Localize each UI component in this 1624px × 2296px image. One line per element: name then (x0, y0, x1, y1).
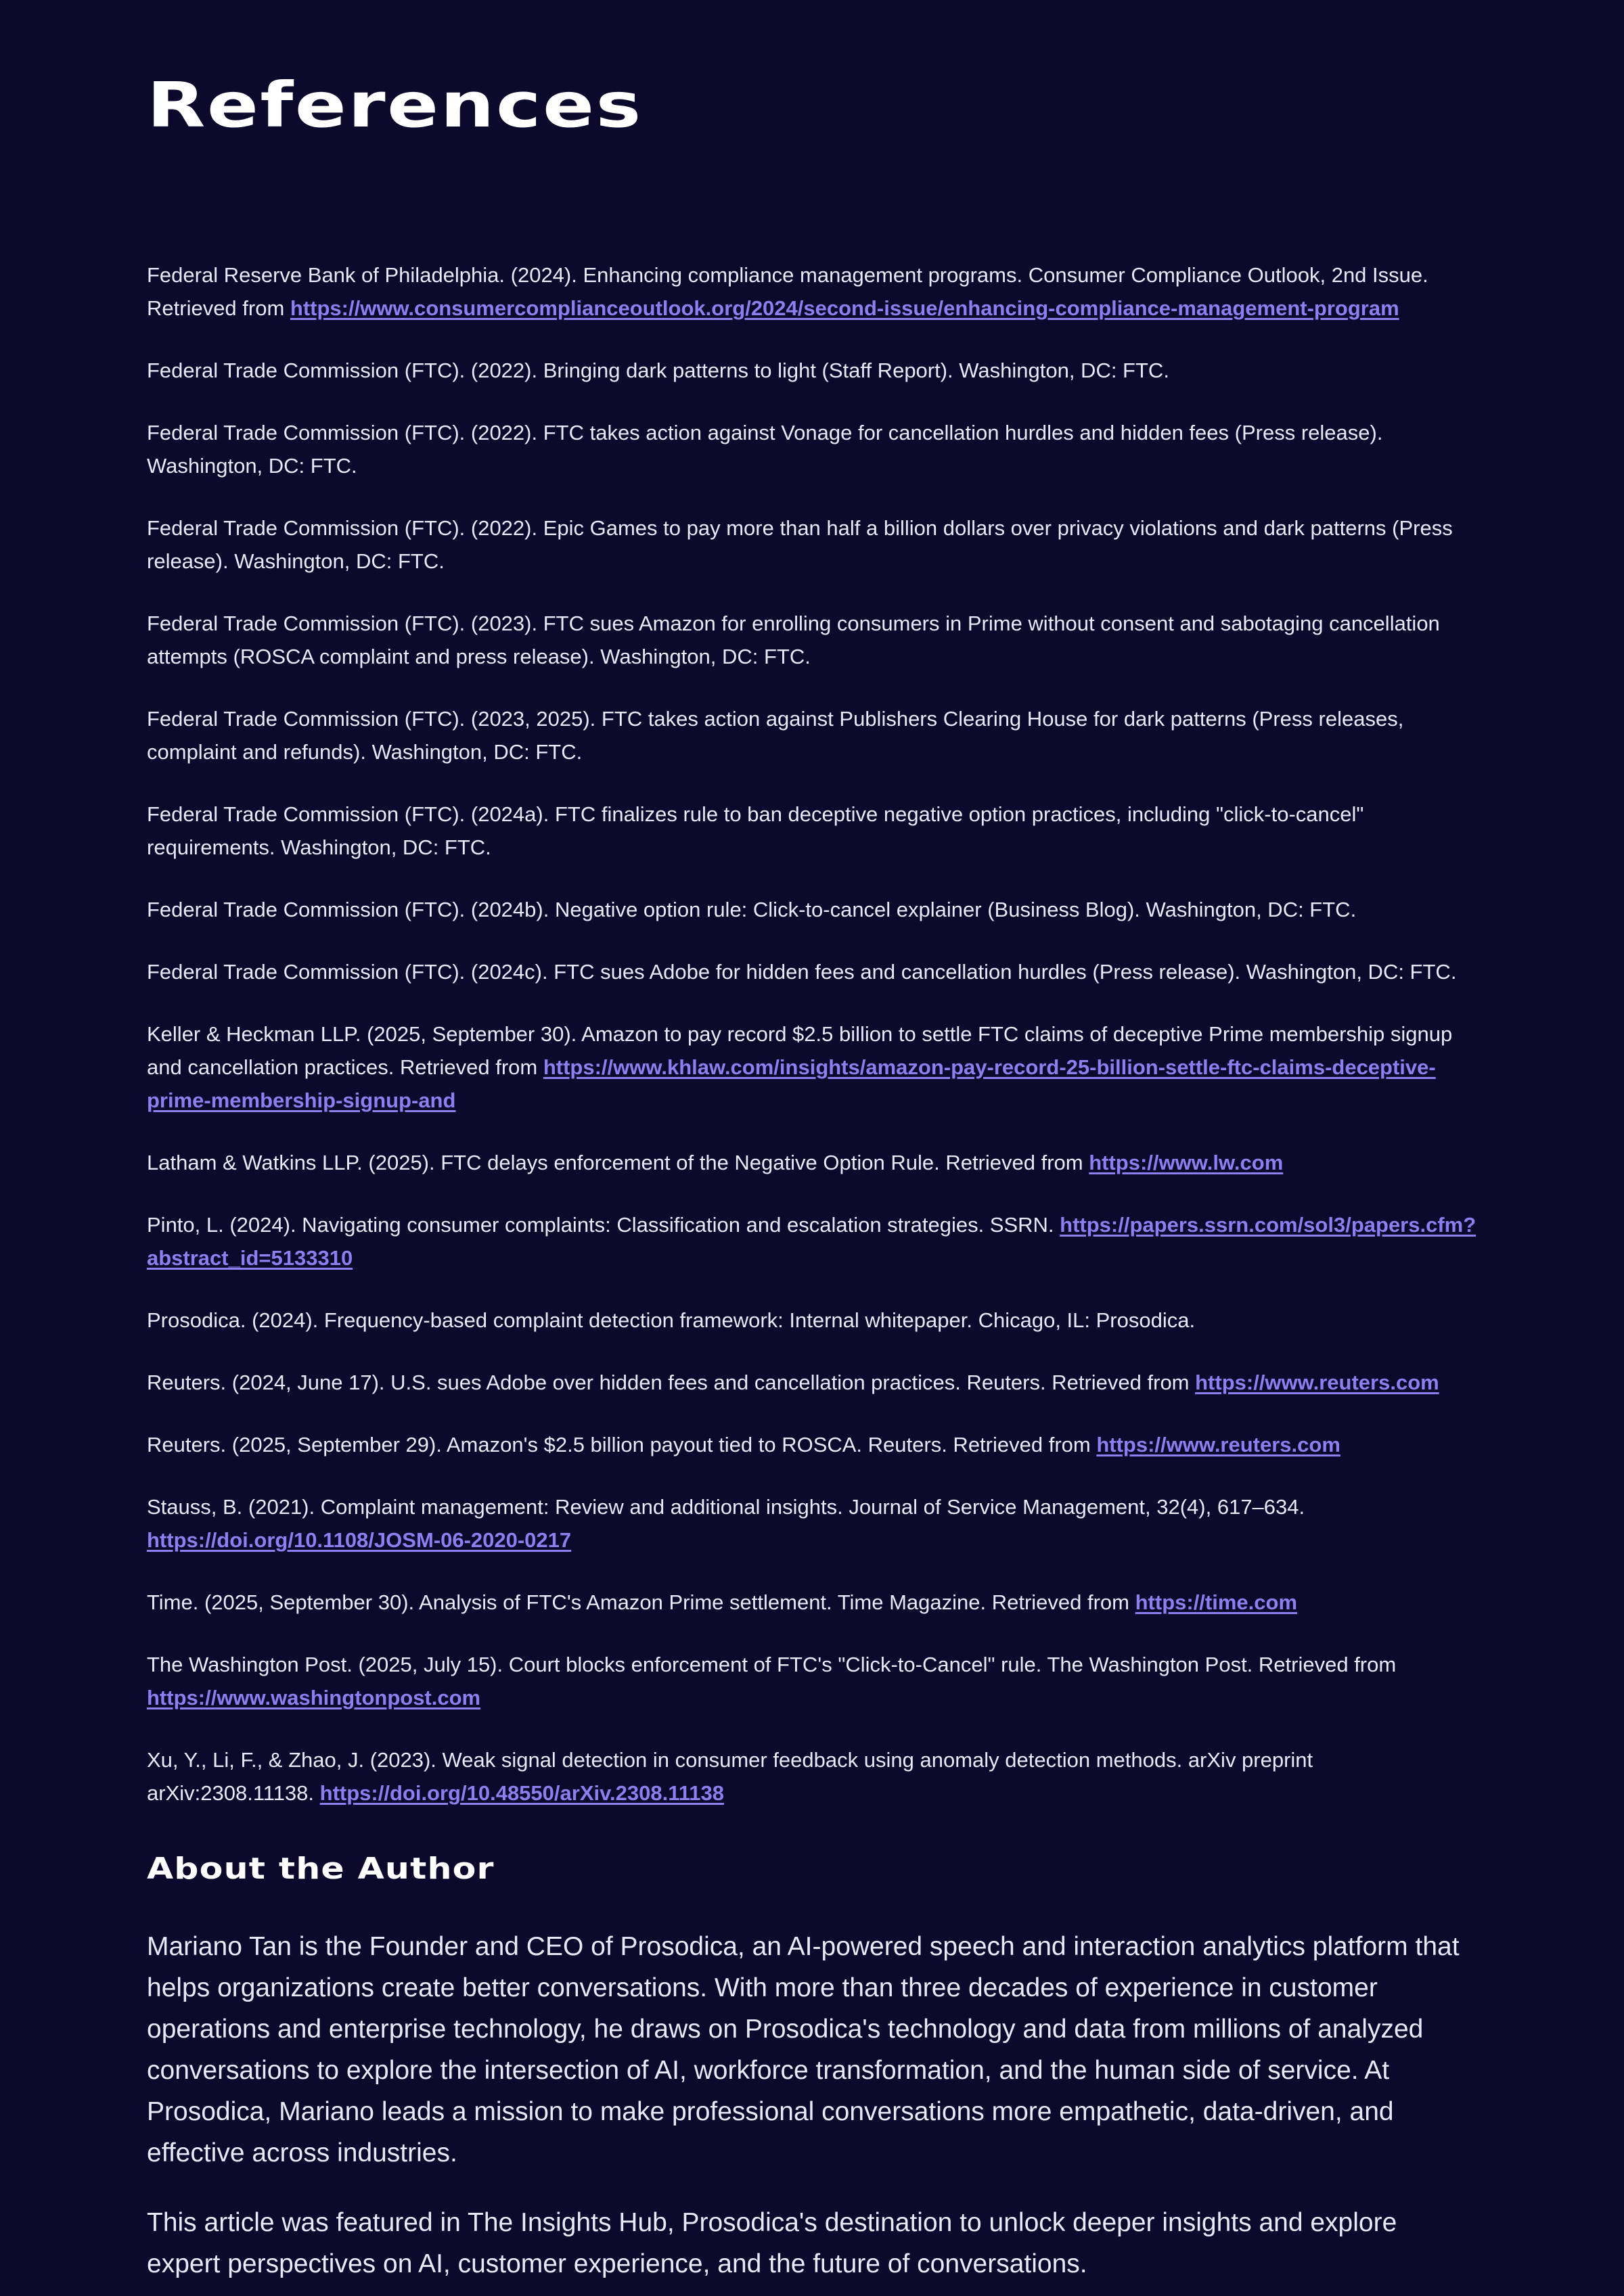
reference-item (147, 258, 1477, 325)
reference-text: Federal Trade Commission (FTC). (2023, 2025). FTC takes action against Publishers Clearing House for dark patterns (Press releases, complaint and refunds). Washington, DC: FTC. (147, 707, 1404, 764)
about-featured-paragraph: This article was featured in The Insights Hub, Prosodica's destination to unlock deeper insights and explore expert perspectives on AI, customer experience, and the future of conversations. (147, 2208, 1397, 2278)
reference-item (147, 1208, 1477, 1275)
reference-text: Keller & Heckman LLP. (2025, September 30). Amazon to pay record $2.5 billion to settle FTC claims of deceptive Prime membership signup and cancellation practices. Retrieved from (147, 1022, 1453, 1079)
reference-link[interactable]: https://doi.org/10.1108/JOSM-06-2020-0217 (147, 1528, 572, 1552)
reference-text: Time. (2025, September 30). Analysis of FTC's Amazon Prime settlement. Time Magazine. Retrieved from (147, 1590, 1135, 1614)
reference-link[interactable]: https://www.washingtonpost.com (147, 1686, 481, 1709)
reference-link[interactable]: https://www.lw.com (1089, 1151, 1284, 1174)
reference-item (147, 511, 1477, 578)
reference-text: Reuters. (2025, September 29). Amazon's $2.5 billion payout tied to ROSCA. Reuters. Retrieved from (147, 1433, 1097, 1456)
reference-item (147, 416, 1477, 482)
reference-item (147, 1490, 1477, 1557)
reference-item (147, 607, 1477, 673)
reference-item (147, 1017, 1477, 1117)
reference-link[interactable]: https://www.khlaw.com/insights/amazon-pay-record-25-billion-settle-ftc-claims-deceptive-prime-membership-signup-and (147, 1055, 1436, 1112)
reference-link[interactable]: https://papers.ssrn.com/sol3/papers.cfm?abstract_id=5133310 (147, 1213, 1476, 1270)
reference-link[interactable]: https://www.consumercomplianceoutlook.org/2024/second-issue/enhancing-compliance-management-program (290, 296, 1399, 320)
reference-item (147, 1743, 1477, 1810)
about-heading: About the Author (147, 1852, 495, 1886)
reference-link[interactable]: https://www.reuters.com (1195, 1371, 1439, 1394)
reference-text: Stauss, B. (2021). Complaint management: Review and additional insights. Journal of Service Management, 32(4), 617–634. (147, 1495, 1305, 1519)
reference-item (147, 1366, 1477, 1399)
reference-item (147, 354, 1477, 387)
reference-text: Federal Reserve Bank of Philadelphia. (2024). Enhancing compliance management programs. Consumer Compliance Outlook, 2nd Issue. Retrieved from (147, 263, 1428, 320)
reference-text: Federal Trade Commission (FTC). (2024c). FTC sues Adobe for hidden fees and cancellation hurdles (Press release). Washington, DC: FTC. (147, 960, 1457, 984)
reference-text: The Washington Post. (2025, July 15). Court blocks enforcement of FTC's "Click-to-Cancel" rule. The Washington Post. Retrieved from (147, 1653, 1397, 1676)
reference-text: Federal Trade Commission (FTC). (2022). FTC takes action against Vonage for cancellation hurdles and hidden fees (Press release). Washington, DC: FTC. (147, 421, 1383, 478)
reference-item (147, 1304, 1477, 1337)
reference-item (147, 955, 1477, 988)
page-title: References (147, 69, 643, 141)
reference-text: Federal Trade Commission (FTC). (2023). FTC sues Amazon for enrolling consumers in Prime without consent and sabotaging cancellation attempts (ROSCA complaint and press release). Washington, DC: FTC. (147, 612, 1440, 668)
reference-item (147, 1648, 1477, 1714)
references-list (147, 258, 1477, 1810)
reference-item (147, 1586, 1477, 1619)
reference-text: Federal Trade Commission (FTC). (2022). Epic Games to pay more than half a billion dollars over privacy violations and dark patterns (Press release). Washington, DC: FTC. (147, 516, 1453, 573)
reference-item (147, 702, 1477, 768)
reference-item (147, 893, 1477, 926)
reference-link[interactable]: https://time.com (1135, 1590, 1298, 1614)
reference-text: Xu, Y., Li, F., & Zhao, J. (2023). Weak signal detection in consumer feedback using anomaly detection methods. arXiv preprint arXiv:2308.11138. (147, 1748, 1313, 1805)
reference-item (147, 798, 1477, 864)
reference-text: Prosodica. (2024). Frequency-based complaint detection framework: Internal whitepaper. Chicago, IL: Prosodica. (147, 1308, 1196, 1332)
about-bio-paragraph: Mariano Tan is the Founder and CEO of Prosodica, an AI-powered speech and interaction analytics platform that helps organizations create better conversations. With more than three decades of experience in customer operations and enterprise technology, he draws on Prosodica's technology and data from millions of analyzed conversations to explore the intersection of AI, workforce transformation, and the human side of service. At Prosodica, Mariano leads a mission to make professional conversations more empathetic, data-driven, and effective across industries. (147, 1932, 1460, 2167)
reference-item (147, 1146, 1477, 1179)
reference-link[interactable]: https://www.reuters.com (1096, 1433, 1340, 1456)
reference-text: Pinto, L. (2024). Navigating consumer complaints: Classification and escalation strategies. SSRN. (147, 1213, 1060, 1237)
reference-text: Federal Trade Commission (FTC). (2024b). Negative option rule: Click-to-cancel explainer (Business Blog). Washington, DC: FTC. (147, 898, 1357, 921)
reference-text: Federal Trade Commission (FTC). (2024a). FTC finalizes rule to ban deceptive negative option practices, including "click-to-cancel" requirements. Washington, DC: FTC. (147, 802, 1364, 859)
reference-text: Reuters. (2024, June 17). U.S. sues Adobe over hidden fees and cancellation practices. Reuters. Retrieved from (147, 1371, 1196, 1394)
reference-text: Federal Trade Commission (FTC). (2022). Bringing dark patterns to light (Staff Report). Washington, DC: FTC. (147, 359, 1169, 382)
reference-item (147, 1428, 1477, 1461)
reference-text: Latham & Watkins LLP. (2025). FTC delays enforcement of the Negative Option Rule. Retrieved from (147, 1151, 1089, 1174)
reference-link[interactable]: https://doi.org/10.48550/arXiv.2308.11138 (319, 1781, 725, 1805)
